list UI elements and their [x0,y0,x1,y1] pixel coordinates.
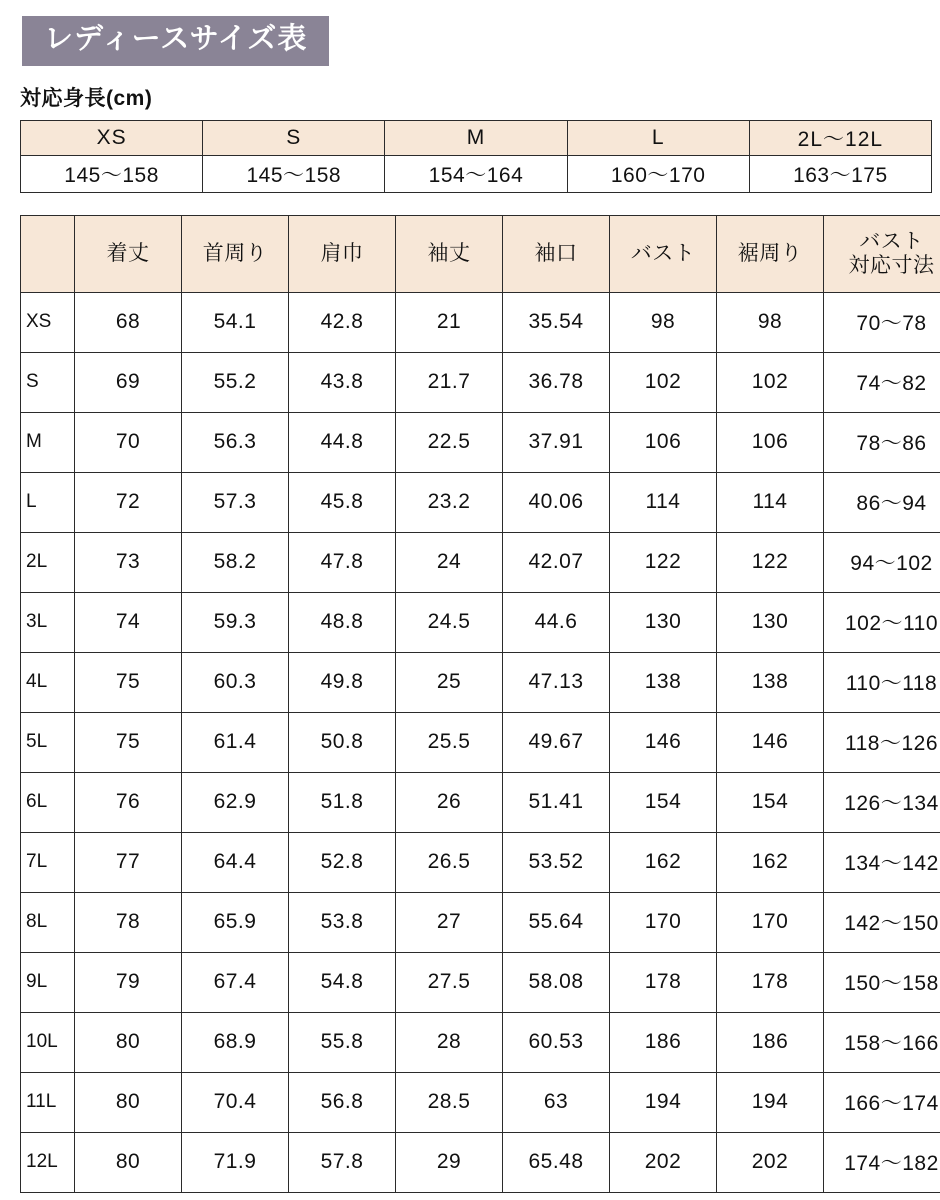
row-size-label: 12L [21,1132,75,1192]
measurement-cell: 77 [75,832,182,892]
bust-range-cell: 94〜102 [824,532,940,592]
bust-range-cell: 118〜126 [824,712,940,772]
measurement-cell: 42.07 [503,532,610,592]
bust-range-cell: 78〜86 [824,412,940,472]
measurement-cell: 170 [717,892,824,952]
measurement-corner-cell [21,215,75,292]
measurement-cell: 162 [610,832,717,892]
measurement-cell: 21.7 [396,352,503,412]
measurement-cell: 48.8 [289,592,396,652]
row-size-label: 9L [21,952,75,1012]
measurement-cell: 22.5 [396,412,503,472]
measurement-cell: 53.52 [503,832,610,892]
bust-range-cell: 158〜166 [824,1012,940,1072]
table-row [21,532,940,592]
measurement-cell: 55.2 [182,352,289,412]
measurement-cell: 154 [610,772,717,832]
measurement-cell: 26.5 [396,832,503,892]
measurement-body [21,292,940,1192]
measurement-cell: 102 [610,352,717,412]
height-value-cell: 145〜158 [21,155,203,192]
measurement-cell: 138 [610,652,717,712]
measurement-cell: 29 [396,1132,503,1192]
measurement-cell: 194 [717,1072,824,1132]
measurement-cell: 35.54 [503,292,610,352]
measurement-col-header: 首周り [182,215,289,292]
measurement-cell: 122 [717,532,824,592]
height-table [20,120,932,193]
measurement-cell: 65.9 [182,892,289,952]
bust-range-cell: 134〜142 [824,832,940,892]
measurement-cell: 154 [717,772,824,832]
measurement-cell: 59.3 [182,592,289,652]
measurement-cell: 80 [75,1072,182,1132]
measurement-cell: 102 [717,352,824,412]
measurement-cell: 76 [75,772,182,832]
measurement-cell: 42.8 [289,292,396,352]
row-size-label: XS [21,292,75,352]
measurement-cell: 69 [75,352,182,412]
bust-range-cell: 86〜94 [824,472,940,532]
measurement-cell: 43.8 [289,352,396,412]
measurement-col-header: 袖丈 [396,215,503,292]
measurement-cell: 44.6 [503,592,610,652]
row-size-label: 3L [21,592,75,652]
measurement-cell: 25.5 [396,712,503,772]
measurement-cell: 25 [396,652,503,712]
table-row [21,892,940,952]
bust-header-line1: バスト [859,229,924,253]
measurement-header-row [21,215,940,292]
measurement-cell: 74 [75,592,182,652]
measurement-cell: 194 [610,1072,717,1132]
bust-range-cell: 126〜134 [824,772,940,832]
measurement-cell: 79 [75,952,182,1012]
measurement-cell: 54.1 [182,292,289,352]
measurement-cell: 27 [396,892,503,952]
measurement-cell: 106 [610,412,717,472]
measurement-cell: 57.8 [289,1132,396,1192]
measurement-cell: 75 [75,652,182,712]
measurement-section [20,215,939,1193]
measurement-cell: 53.8 [289,892,396,952]
bust-header-line2: 対応寸法 [848,253,935,277]
table-row [21,952,940,1012]
measurement-cell: 62.9 [182,772,289,832]
table-row [21,472,940,532]
measurement-cell: 47.13 [503,652,610,712]
measurement-cell: 56.3 [182,412,289,472]
height-size-header: M [385,120,567,155]
bust-range-cell: 142〜150 [824,892,940,952]
measurement-cell: 186 [717,1012,824,1072]
bust-range-cell: 102〜110 [824,592,940,652]
measurement-cell: 55.64 [503,892,610,952]
row-size-label: 2L [21,532,75,592]
measurement-cell: 56.8 [289,1072,396,1132]
row-size-label: 5L [21,712,75,772]
measurement-cell: 70 [75,412,182,472]
measurement-cell: 162 [717,832,824,892]
measurement-cell: 60.3 [182,652,289,712]
measurement-cell: 186 [610,1012,717,1072]
measurement-cell: 122 [610,532,717,592]
height-size-header: S [203,120,385,155]
row-size-label: 4L [21,652,75,712]
table-row [21,292,940,352]
height-value-cell: 163〜175 [749,155,931,192]
measurement-cell: 146 [717,712,824,772]
height-value-cell: 160〜170 [567,155,749,192]
measurement-cell: 65.48 [503,1132,610,1192]
measurement-cell: 49.67 [503,712,610,772]
measurement-cell: 24.5 [396,592,503,652]
measurement-cell: 202 [610,1132,717,1192]
measurement-cell: 60.53 [503,1012,610,1072]
bust-range-cell: 174〜182 [824,1132,940,1192]
row-size-label: S [21,352,75,412]
table-row [21,412,940,472]
measurement-cell: 130 [610,592,717,652]
bust-range-cell: 70〜78 [824,292,940,352]
measurement-cell: 80 [75,1132,182,1192]
height-table-row [21,155,932,192]
row-size-label: 7L [21,832,75,892]
measurement-cell: 71.9 [182,1132,289,1192]
measurement-cell: 52.8 [289,832,396,892]
measurement-cell: 68.9 [182,1012,289,1072]
table-row [21,592,940,652]
height-table-header-row [21,120,932,155]
measurement-cell: 178 [717,952,824,1012]
row-size-label: 8L [21,892,75,952]
measurement-cell: 40.06 [503,472,610,532]
measurement-cell: 78 [75,892,182,952]
height-size-header: 2L〜12L [749,120,931,155]
measurement-cell: 170 [610,892,717,952]
measurement-cell: 68 [75,292,182,352]
measurement-cell: 67.4 [182,952,289,1012]
table-row [21,832,940,892]
row-size-label: 10L [21,1012,75,1072]
table-row [21,1012,940,1072]
bust-range-cell: 150〜158 [824,952,940,1012]
measurement-cell: 49.8 [289,652,396,712]
measurement-cell: 178 [610,952,717,1012]
table-row [21,352,940,412]
bust-range-cell: 166〜174 [824,1072,940,1132]
bust-range-cell: 110〜118 [824,652,940,712]
measurement-cell: 55.8 [289,1012,396,1072]
measurement-col-header: 着丈 [75,215,182,292]
measurement-cell: 73 [75,532,182,592]
measurement-cell: 72 [75,472,182,532]
measurement-table [20,215,940,1193]
table-row [21,652,940,712]
measurement-cell: 51.8 [289,772,396,832]
measurement-col-header-bust-range [824,215,940,292]
measurement-cell: 45.8 [289,472,396,532]
measurement-col-header: 裾周り [717,215,824,292]
bust-range-cell: 74〜82 [824,352,940,412]
measurement-cell: 146 [610,712,717,772]
measurement-cell: 138 [717,652,824,712]
measurement-cell: 23.2 [396,472,503,532]
measurement-cell: 64.4 [182,832,289,892]
measurement-cell: 36.78 [503,352,610,412]
measurement-cell: 50.8 [289,712,396,772]
row-size-label: 11L [21,1072,75,1132]
measurement-cell: 61.4 [182,712,289,772]
row-size-label: L [21,472,75,532]
measurement-cell: 114 [717,472,824,532]
measurement-cell: 26 [396,772,503,832]
measurement-cell: 80 [75,1012,182,1072]
measurement-cell: 21 [396,292,503,352]
measurement-cell: 24 [396,532,503,592]
measurement-cell: 98 [717,292,824,352]
measurement-cell: 202 [717,1132,824,1192]
height-section-label: 対応身長(cm) [20,86,153,110]
measurement-col-header: バスト [610,215,717,292]
measurement-cell: 98 [610,292,717,352]
measurement-col-header: 肩巾 [289,215,396,292]
measurement-col-header: 袖口 [503,215,610,292]
measurement-cell: 130 [717,592,824,652]
measurement-cell: 106 [717,412,824,472]
measurement-cell: 114 [610,472,717,532]
table-row [21,712,940,772]
page-title: レディースサイズ表 [22,16,329,66]
height-size-header: L [567,120,749,155]
height-size-header: XS [21,120,203,155]
measurement-cell: 37.91 [503,412,610,472]
table-row [21,1132,940,1192]
measurement-cell: 51.41 [503,772,610,832]
measurement-cell: 70.4 [182,1072,289,1132]
table-row [21,1072,940,1132]
measurement-cell: 75 [75,712,182,772]
measurement-cell: 47.8 [289,532,396,592]
measurement-cell: 58.2 [182,532,289,592]
row-size-label: M [21,412,75,472]
table-row [21,772,940,832]
measurement-cell: 54.8 [289,952,396,1012]
height-value-cell: 145〜158 [203,155,385,192]
measurement-cell: 63 [503,1072,610,1132]
measurement-cell: 28.5 [396,1072,503,1132]
measurement-cell: 28 [396,1012,503,1072]
measurement-cell: 27.5 [396,952,503,1012]
measurement-cell: 44.8 [289,412,396,472]
row-size-label: 6L [21,772,75,832]
measurement-cell: 58.08 [503,952,610,1012]
height-value-cell: 154〜164 [385,155,567,192]
measurement-cell: 57.3 [182,472,289,532]
